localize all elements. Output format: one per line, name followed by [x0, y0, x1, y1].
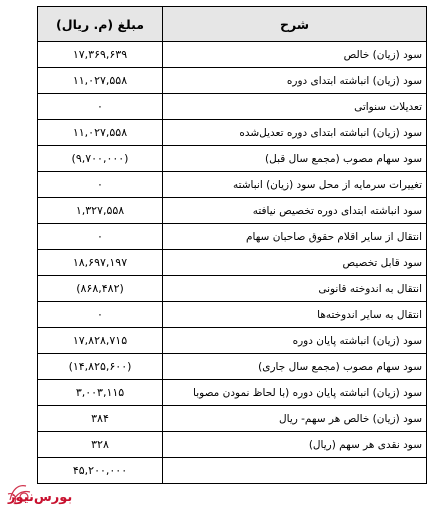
row-description: سود نقدی هر سهم (ریال) — [163, 432, 427, 458]
row-amount: ۱۱,۰۲۷,۵۵۸ — [38, 120, 163, 146]
table-row — [38, 354, 427, 380]
row-amount: (۸۶۸,۴۸۲) — [38, 276, 163, 302]
table-row — [38, 458, 427, 484]
row-amount: ۱۷,۳۶۹,۶۳۹ — [38, 42, 163, 68]
table-row — [38, 172, 427, 198]
row-description: سود (زیان) انباشته پایان دوره — [163, 328, 427, 354]
table-row — [38, 276, 427, 302]
table-row — [38, 432, 427, 458]
row-amount: ۰ — [38, 224, 163, 250]
table-row — [38, 120, 427, 146]
row-amount: ۱۷,۸۲۸,۷۱۵ — [38, 328, 163, 354]
row-description: انتقال به اندوخته قانونی — [163, 276, 427, 302]
row-amount: (۹,۷۰۰,۰۰۰) — [38, 146, 163, 172]
row-description: سود (زیان) خالص هر سهم- ریال — [163, 406, 427, 432]
table-row — [38, 146, 427, 172]
row-description: سود (زیان) انباشته ابتدای دوره تعدیل‌شده — [163, 120, 427, 146]
row-amount: ۰ — [38, 302, 163, 328]
table-row — [38, 224, 427, 250]
table-row — [38, 302, 427, 328]
row-description: تعدیلات سنواتی — [163, 94, 427, 120]
row-description — [163, 458, 427, 484]
row-amount: ۰ — [38, 94, 163, 120]
row-description: سود (زیان) انباشته پایان دوره (با لحاظ نمودن مصوبا — [163, 380, 427, 406]
table-row — [38, 94, 427, 120]
row-amount: ۱,۳۲۷,۵۵۸ — [38, 198, 163, 224]
table-row — [38, 380, 427, 406]
table-row — [38, 68, 427, 94]
header-description: شرح — [163, 7, 427, 42]
row-description: انتقال از سایر اقلام حقوق صاحبان سهام — [163, 224, 427, 250]
row-amount: (۱۴,۸۲۵,۶۰۰) — [38, 354, 163, 380]
row-amount: ۳,۰۰۳,۱۱۵ — [38, 380, 163, 406]
row-amount: ۳۸۴ — [38, 406, 163, 432]
row-amount: ۱۱,۰۲۷,۵۵۸ — [38, 68, 163, 94]
row-description: تغییرات سرمایه از محل سود (زیان) انباشته — [163, 172, 427, 198]
row-description: انتقال به سایر اندوخته‌ها — [163, 302, 427, 328]
table-row — [38, 42, 427, 68]
row-description: سود (زیان) خالص — [163, 42, 427, 68]
table-row — [38, 198, 427, 224]
brand-logo — [8, 486, 72, 508]
row-amount: ۳۲۸ — [38, 432, 163, 458]
row-amount: ۱۸,۶۹۷,۱۹۷ — [38, 250, 163, 276]
row-description: سود سهام مصوب (مجمع سال قبل) — [163, 146, 427, 172]
row-amount: ۴۵,۲۰۰,۰۰۰ — [38, 458, 163, 484]
retained-earnings-table — [37, 6, 427, 484]
brand-logo-text: بورس‌نیوز — [8, 489, 73, 505]
row-description: سود انباشته ابتدای دوره تخصیص نیافته — [163, 198, 427, 224]
table-row — [38, 328, 427, 354]
row-description: سود قابل تخصیص — [163, 250, 427, 276]
table-row — [38, 250, 427, 276]
row-description: سود (زیان) انباشته ابتدای دوره — [163, 68, 427, 94]
row-description: سود سهام مصوب (مجمع سال جاری) — [163, 354, 427, 380]
table-header-row — [38, 7, 427, 42]
row-amount: ۰ — [38, 172, 163, 198]
table-row — [38, 406, 427, 432]
header-amount: مبلغ (م. ریال) — [38, 7, 163, 42]
